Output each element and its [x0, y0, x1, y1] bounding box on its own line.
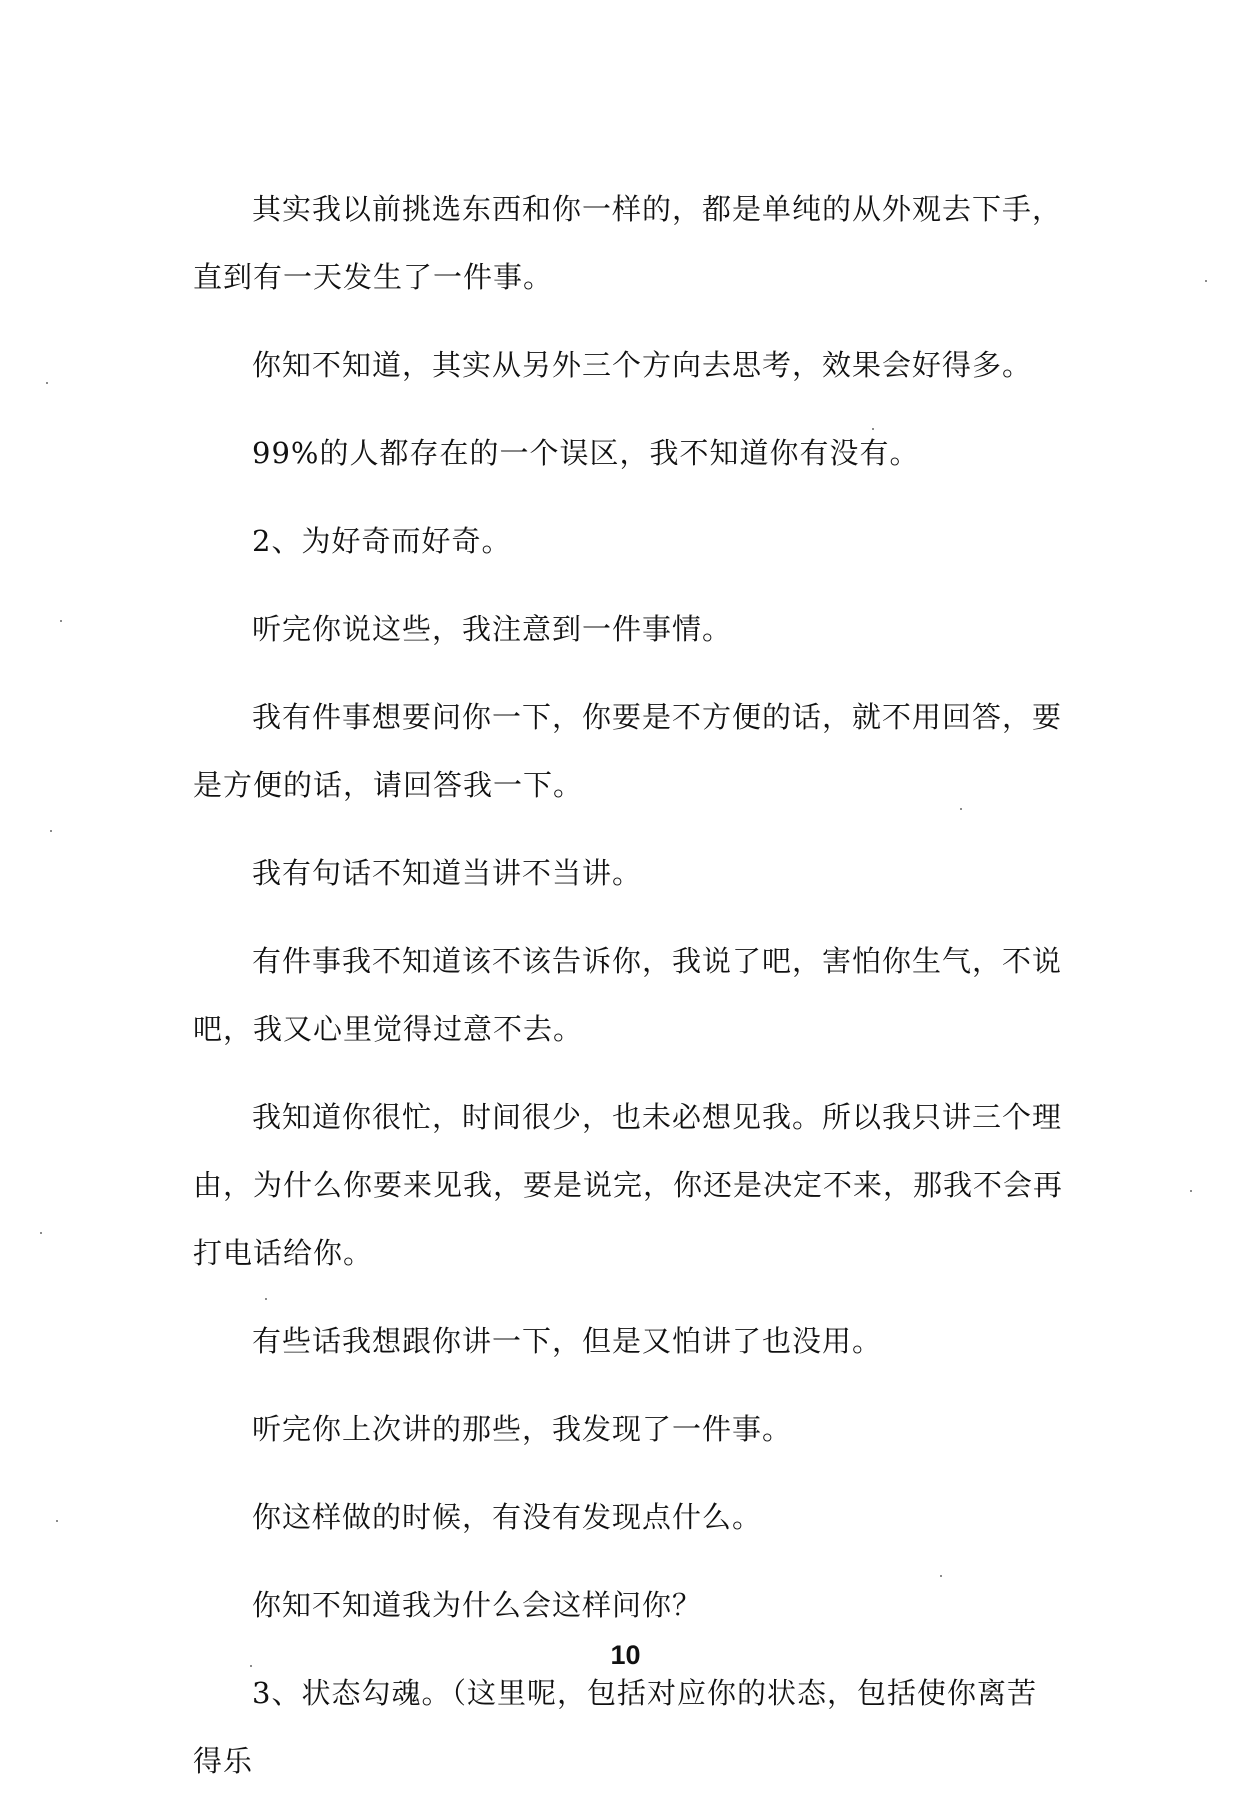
- scan-speck: [50, 830, 52, 832]
- paragraph-1: 其实我以前挑选东西和你一样的，都是单纯的从外观去下手，直到有一天发生了一件事。: [193, 192, 1063, 294]
- paragraph-11: 听完你上次讲的那些，我发现了一件事。: [252, 1412, 793, 1446]
- scan-speck: [40, 1232, 42, 1234]
- paragraph-7: 我有句话不知道当讲不当讲。: [252, 856, 643, 890]
- paragraph-3: 99%的人都存在的一个误区，我不知道你有没有。: [252, 436, 920, 470]
- scan-speck: [60, 620, 62, 622]
- body-text: [193, 175, 1065, 1795]
- section-heading-3: 3、状态勾魂。（这里呢，包括对应你的状态，包括使你离苦得乐: [193, 1676, 1037, 1778]
- scan-speck: [46, 382, 48, 384]
- scan-speck: [265, 1298, 267, 1300]
- scan-speck: [1190, 1190, 1192, 1192]
- paragraph-6: 我有件事想要问你一下，你要是不方便的话，就不用回答，要是方便的话，请回答我一下。: [193, 700, 1063, 802]
- paragraph-8: 有件事我不知道该不该告诉你，我说了吧，害怕你生气，不说吧，我又心里觉得过意不去。: [193, 944, 1063, 1046]
- scan-speck: [960, 808, 962, 810]
- scan-speck: [1205, 280, 1207, 282]
- scan-speck: [250, 1665, 252, 1667]
- scan-speck: [56, 1520, 58, 1522]
- scan-speck: [940, 1575, 942, 1577]
- paragraph-2: 你知不知道，其实从另外三个方向去思考，效果会好得多。: [252, 348, 1033, 382]
- paragraph-13: 你知不知道我为什么会这样问你？: [252, 1588, 703, 1622]
- scan-speck: [872, 428, 874, 430]
- page-number: 10: [610, 1640, 641, 1670]
- paragraph-9: 我知道你很忙，时间很少，也未必想见我。所以我只讲三个理由，为什么你要来见我，要是说完，你还是决定不来，那我不会再打电话给你。: [193, 1100, 1064, 1270]
- paragraph-12: 你这样做的时候，有没有发现点什么。: [252, 1500, 763, 1534]
- paragraph-5: 听完你说这些，我注意到一件事情。: [252, 612, 733, 646]
- paragraph-10: 有些话我想跟你讲一下，但是又怕讲了也没用。: [252, 1324, 883, 1358]
- section-heading-2: 2、为好奇而好奇。: [252, 524, 512, 558]
